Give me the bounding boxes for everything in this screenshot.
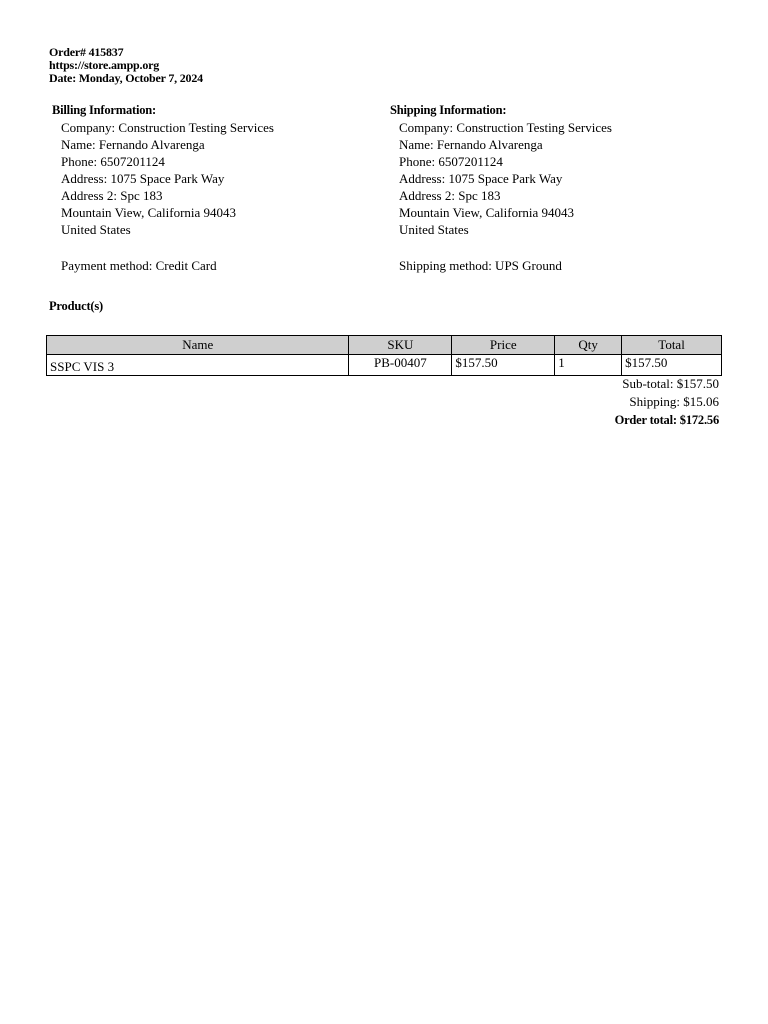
billing-company: Company: Construction Testing Services <box>61 120 274 135</box>
billing-phone: Phone: 6507201124 <box>61 154 165 169</box>
store-url: https://store.ampp.org <box>49 58 160 72</box>
table-header-row <box>47 336 722 355</box>
product-name: SSPC VIS 3 <box>47 355 349 376</box>
products-title: Product(s) <box>49 299 104 313</box>
shipping-address-2: Address 2: Spc 183 <box>399 188 501 203</box>
shipping-city-state-zip: Mountain View, California 94043 <box>399 205 575 220</box>
shipping-method: Shipping method: UPS Ground <box>399 258 562 273</box>
shipping-title: Shipping Information: <box>390 103 507 117</box>
billing-country: United States <box>61 222 131 237</box>
order-number: Order# 415837 <box>49 45 124 59</box>
shipping-country: United States <box>399 222 469 237</box>
column-header-total: Total <box>622 336 722 355</box>
shipping-cost: Shipping: $15.06 <box>629 394 719 409</box>
product-total: $157.50 <box>622 355 722 376</box>
shipping-company: Company: Construction Testing Services <box>399 120 612 135</box>
order-total: Order total: $172.56 <box>614 413 719 427</box>
billing-title: Billing Information: <box>52 103 156 117</box>
billing-city-state-zip: Mountain View, California 94043 <box>61 205 237 220</box>
column-header-price: Price <box>452 336 555 355</box>
products-table <box>46 335 722 376</box>
order-header <box>49 46 203 85</box>
order-totals <box>615 375 719 429</box>
subtotal: Sub-total: $157.50 <box>622 376 719 391</box>
billing-address-2: Address 2: Spc 183 <box>61 188 163 203</box>
shipping-phone: Phone: 6507201124 <box>399 154 503 169</box>
billing-name: Name: Fernando Alvarenga <box>61 137 205 152</box>
billing-address: Address: 1075 Space Park Way <box>61 171 225 186</box>
product-price: $157.50 <box>452 355 555 376</box>
column-header-name: Name <box>47 336 349 355</box>
column-header-sku: SKU <box>349 336 452 355</box>
shipping-name: Name: Fernando Alvarenga <box>399 137 543 152</box>
shipping-information <box>390 102 720 274</box>
order-date: Date: Monday, October 7, 2024 <box>49 71 203 85</box>
product-sku: PB-00407 <box>349 355 452 376</box>
column-header-qty: Qty <box>555 336 622 355</box>
product-qty: 1 <box>555 355 622 376</box>
table-row <box>47 355 722 376</box>
payment-method: Payment method: Credit Card <box>61 258 217 273</box>
shipping-address: Address: 1075 Space Park Way <box>399 171 563 186</box>
billing-information <box>52 102 382 274</box>
